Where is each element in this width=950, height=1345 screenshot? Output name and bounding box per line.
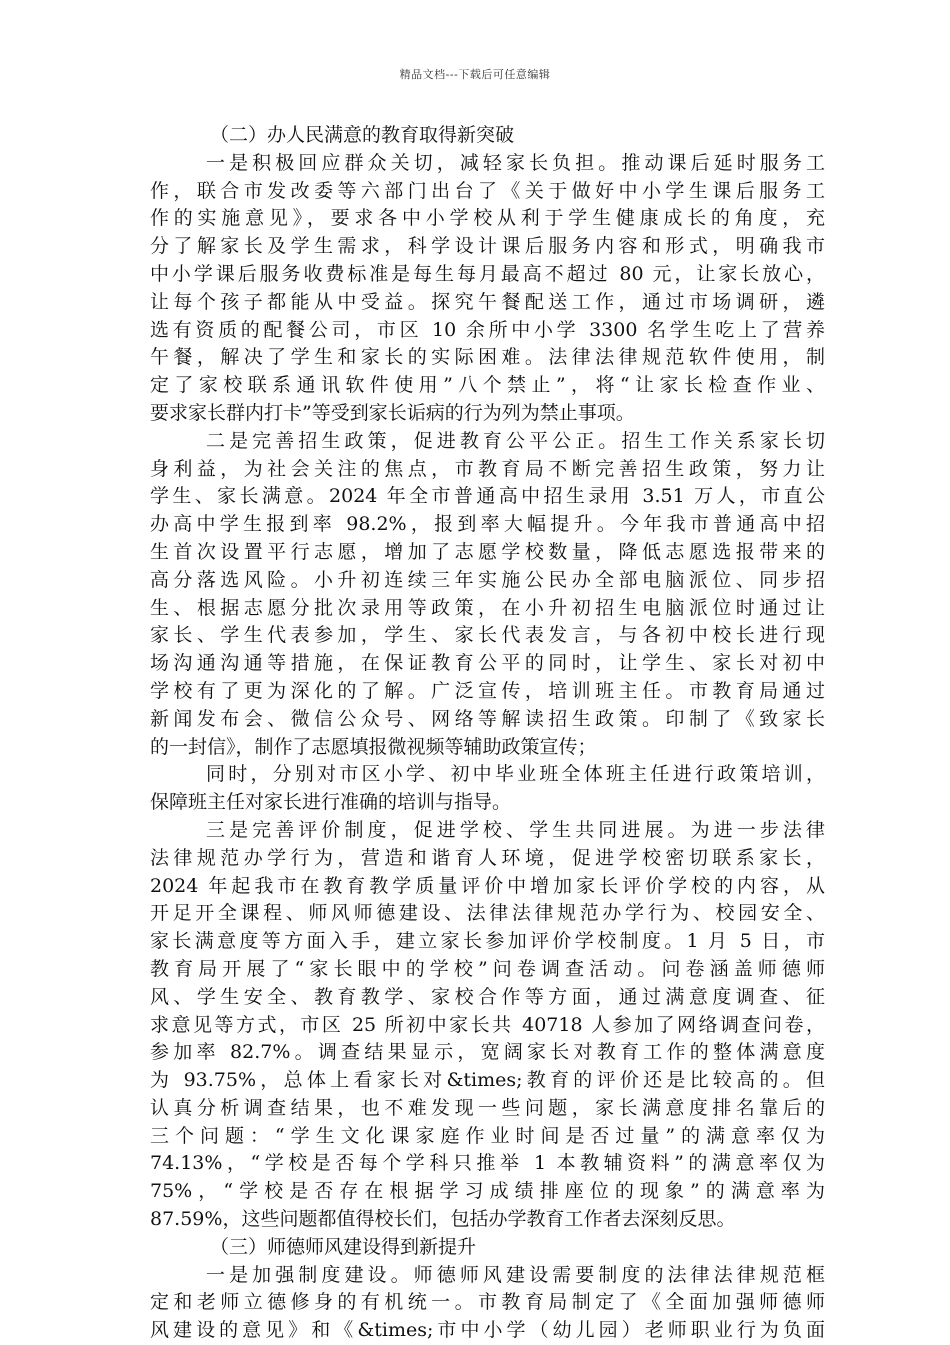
page-header: 精品文档---下载后可任意编辑 [399, 68, 551, 81]
paragraph-line: 为 93.75%，总体上看家长对&times;教育的评价还是比较高的。但 [150, 1069, 825, 1092]
paragraph-line: 生、根据志愿分批次录用等政策，在小升初招生电脑派位时通过让 [150, 596, 825, 619]
paragraph-line: 参加率 82.7%。调查结果显示，宽阔家长对教育工作的整体满意度 [150, 1041, 825, 1064]
paragraph-line: 风建设的意见》和《&times;市中小学（幼儿园）老师职业行为负面 [150, 1319, 825, 1342]
paragraph-line: 一是加强制度建设。师德师风建设需要制度的法律法律规范框 [206, 1263, 825, 1286]
paragraph-line: 场沟通沟通等措施，在保证教育公平的同时，让学生、家长对初中 [150, 652, 825, 675]
paragraph-line: 学生、家长满意。2024 年全市普通高中招生录用 3.51 万人，市直公 [150, 485, 825, 508]
paragraph-line: 午餐，解决了学生和家长的实际困难。法律法律规范软件使用，制 [150, 346, 825, 369]
paragraph-line: 2024 年起我市在教育教学质量评价中增加家长评价学校的内容，从 [150, 874, 825, 897]
paragraph-line: 二是完善招生政策，促进教育公平公正。招生工作关系家长切 [206, 429, 825, 452]
paragraph-line: 作，联合市发改委等六部门出台了《关于做好中小学生课后服务工 [150, 179, 825, 202]
paragraph-line: 风、学生安全、教育教学、家校合作等方面，通过满意度调查、征 [150, 985, 825, 1008]
paragraph-line: 分了解家长及学生需求，科学设计课后服务内容和形式，明确我市 [150, 235, 825, 258]
paragraph-line: 让每个孩子都能从中受益。探究午餐配送工作，通过市场调研，遴 [150, 290, 825, 313]
paragraph-line: 选有资质的配餐公司，市区 10 余所中小学 3300 名学生吃上了营养 [150, 318, 825, 341]
paragraph-line: 三个问题：“学生文化课家庭作业时间是否过量”的满意率仅为 [150, 1124, 825, 1147]
paragraph-line: 中小学课后服务收费标准是每生每月最高不超过 80 元，让家长放心， [150, 262, 825, 285]
paragraph-line: 同时，分别对市区小学、初中毕业班全体班主任进行政策培训， [206, 763, 825, 786]
paragraph-line: 87.59%，这些问题都值得校长们，包括办学教育工作者去深刻反思。 [150, 1208, 736, 1231]
paragraph-line: 法律规范办学行为，营造和谐育人环境，促进学校密切联系家长， [150, 846, 825, 869]
paragraph-line: 生首次设置平行志愿，增加了志愿学校数量，降低志愿选报带来的 [150, 540, 825, 563]
section-heading: （二）办人民满意的教育取得新突破 [210, 124, 515, 146]
paragraph-line: 新闻发布会、微信公众号、网络等解读招生政策。印制了《致家长 [150, 707, 825, 730]
paragraph-line: 求意见等方式，市区 25 所初中家长共 40718 人参加了网络调查问卷， [150, 1013, 825, 1036]
paragraph-line: 教育局开展了“家长眼中的学校”问卷调查活动。问卷涵盖师德师 [150, 957, 825, 980]
document-body [150, 122, 825, 1345]
paragraph-line: 定了家校联系通讯软件使用”八个禁止”，将“让家长检查作业、 [150, 374, 825, 397]
paragraph-line: 三是完善评价制度，促进学校、学生共同进展。为进一步法律 [206, 818, 825, 841]
paragraph-line: 要求家长群内打卡”等受到家长诟病的行为列为禁止事项。 [150, 401, 635, 424]
paragraph-line: 办高中学生报到率 98.2%，报到率大幅提升。今年我市普通高中招 [150, 513, 825, 536]
paragraph-line: 75%，“学校是否存在根据学习成绩排座位的现象”的满意率为 [150, 1180, 825, 1203]
paragraph-line: 高分落选风险。小升初连续三年实施公民办全部电脑派位、同步招 [150, 568, 825, 591]
paragraph-line: 定和老师立德修身的有机统一。市教育局制定了《全面加强师德师 [150, 1291, 825, 1314]
paragraph-line: 作的实施意见》，要求各中小学校从利于学生健康成长的角度，充 [150, 207, 825, 230]
paragraph-line: 家长满意度等方面入手，建立家长参加评价学校制度。1 月 5 日，市 [150, 930, 825, 953]
paragraph-line: 身利益，为社会关注的焦点，市教育局不断完善招生政策，努力让 [150, 457, 825, 480]
paragraph-line: 的一封信》，制作了志愿填报微视频等辅助政策宣传； [150, 735, 597, 758]
paragraph-line: 学校有了更为深化的了解。广泛宣传，培训班主任。市教育局通过 [150, 679, 825, 702]
paragraph-line: 一是积极回应群众关切，减轻家长负担。推动课后延时服务工 [206, 151, 825, 174]
paragraph-line: 74.13%，“学校是否每个学科只推举 1 本教辅资料”的满意率仅为 [150, 1152, 825, 1175]
paragraph-line: 认真分析调查结果，也不难发现一些问题，家长满意度排名靠后的 [150, 1096, 825, 1119]
paragraph-line: 保障班主任对家长进行准确的培训与指导。 [150, 791, 512, 814]
paragraph-line: 开足开全课程、师风师德建设、法律法律规范办学行为、校园安全、 [150, 902, 825, 925]
section-heading: （三）师德师风建设得到新提升 [210, 1235, 477, 1258]
paragraph-line: 家长、学生代表参加，学生、家长代表发言，与各初中校长进行现 [150, 624, 825, 647]
